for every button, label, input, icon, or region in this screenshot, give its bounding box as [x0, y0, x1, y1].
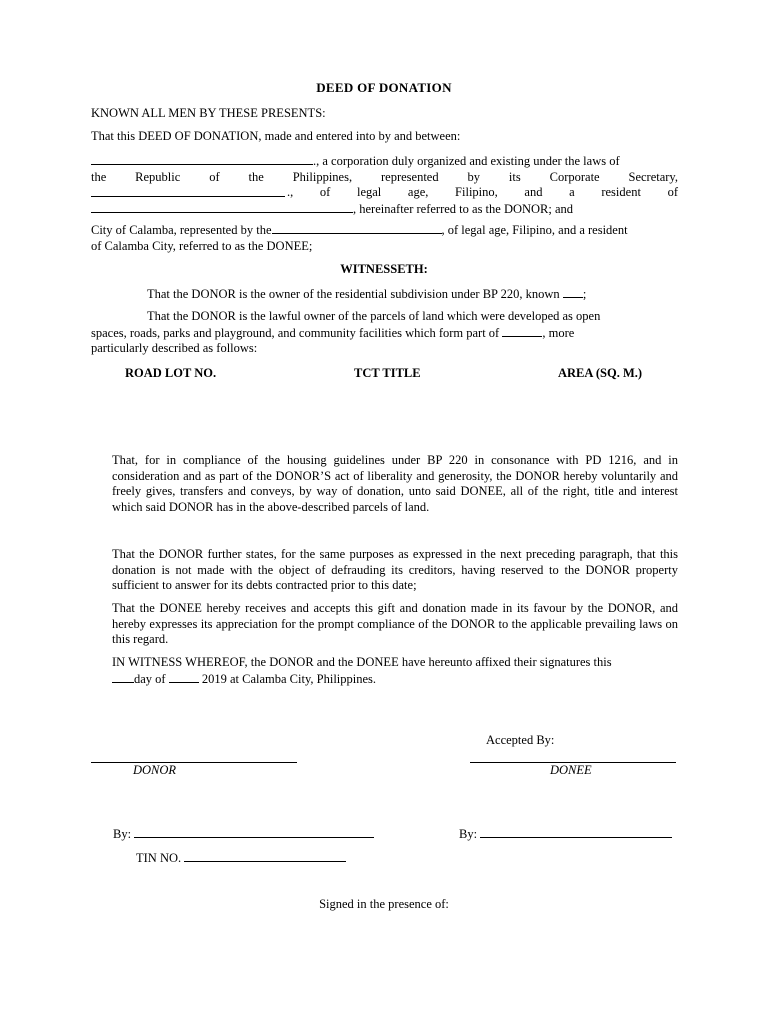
paragraph-in-witness — [112, 655, 678, 687]
blank-donor-address — [91, 201, 353, 213]
signed-presence: Signed in the presence of: — [319, 897, 449, 911]
in-witness-tail: 2019 at Calamba City, Philippines. — [201, 671, 377, 686]
donor-line-3 — [91, 185, 678, 201]
in-witness-day-word: day of — [134, 671, 166, 686]
paragraph-donee-accepts: That the DONEE hereby receives and accepts this gift and donation made in its favour by the DONOR, and hereby expresses its appreciation for the prompt compliance of the DONOR to the applicable prevailing laws on this regard. — [112, 601, 678, 646]
donee-by-label: By: — [459, 827, 478, 841]
blank-day — [112, 671, 134, 683]
donor-line-1-text: ., a corporation duly organized and existing under the laws of — [313, 154, 620, 168]
donee-party-block — [91, 222, 678, 254]
accepted-by-label: Accepted By: — [486, 733, 555, 747]
donor-by-label: By: — [113, 827, 132, 841]
donor-by-line — [134, 826, 374, 838]
blank-corporate-secretary — [91, 185, 285, 197]
paragraph-compliance: That, for in compliance of the housing guidelines under BP 220 in consonance with PD 1216, and in consideration and as part of the DONOR’S act of liberality and generosity, the DONOR hereby voluntarily and freely gives, transfers and conveys, by way of donation, unto said DONEE, all of the right, title and interest which said DONOR has in the above-described parcels of land. — [112, 453, 678, 514]
header-area: AREA (SQ. M.) — [558, 366, 643, 380]
lawful-owner-line-1: That the DONOR is the lawful owner of the parcels of land which were developed as open — [147, 309, 601, 323]
paragraph-owner-tail: ; — [582, 287, 587, 301]
in-witness-line-2 — [112, 671, 678, 688]
lawful-owner-line-2-head: spaces, roads, parks and playground, and community facilities which form part of — [91, 325, 500, 340]
lawful-owner-line-2 — [91, 325, 678, 342]
donee-by-row — [459, 826, 672, 842]
donor-label: DONOR — [133, 763, 177, 777]
paragraph-further-states: That the DONOR further states, for the same purposes as expressed in the next preceding paragraph, that this donation is not made with the object of defrauding its creditors, having reserved to the DONOR property sufficient to answer for its debts contracted prior to this date; — [112, 547, 678, 592]
header-tct-title: TCT TITLE — [354, 366, 421, 380]
donor-line-1 — [91, 153, 678, 170]
intro-paragraph: That this DEED OF DONATION, made and entered into by and between: — [91, 129, 461, 143]
tin-label: TIN NO. — [136, 851, 182, 865]
donor-signature-line — [91, 762, 297, 763]
document-title: DEED OF DONATION — [316, 80, 452, 95]
donee-line-1 — [91, 222, 678, 239]
paragraph-owner — [91, 286, 678, 303]
donor-line-4 — [91, 201, 678, 218]
tin-row — [136, 850, 346, 866]
donor-line-3-text: ., of legal age, Filipino, and a resident of — [287, 185, 678, 199]
donee-label: DONEE — [550, 763, 592, 777]
known-all-men: KNOWN ALL MEN BY THESE PRESENTS: — [91, 106, 326, 120]
donee-by-line — [480, 826, 672, 838]
donee-line-2: of Calamba City, referred to as the DONEE; — [91, 238, 313, 253]
blank-corporation-name — [91, 153, 313, 165]
paragraph-owner-text: That the DONOR is the owner of the residential subdivision under BP 220, known — [147, 287, 560, 301]
header-road-lot-no: ROAD LOT NO. — [125, 366, 217, 380]
tin-line — [184, 850, 346, 862]
donor-party-block — [91, 153, 678, 217]
lawful-owner-line-2-tail: , more — [542, 325, 575, 340]
blank-month — [169, 671, 199, 683]
donee-line-1-head: City of Calamba, represented by the — [91, 223, 272, 237]
donor-line-2: the Republic of the Philippines, represented by its Corporate Secretary, — [91, 169, 678, 184]
witnesseth-heading: WITNESSETH: — [340, 262, 428, 276]
blank-donee-representative — [272, 222, 442, 234]
donor-by-row — [113, 826, 374, 842]
lawful-owner-line-3: particularly described as follows: — [91, 341, 258, 355]
donor-line-4-text: , hereinafter referred to as the DONOR; and — [353, 201, 574, 216]
in-witness-line-1: IN WITNESS WHEREOF, the DONOR and the DONEE have hereunto affixed their signatures this — [112, 655, 612, 669]
paragraph-lawful-owner — [91, 309, 678, 357]
donee-line-1-tail: , of legal age, Filipino, and a resident — [441, 223, 628, 237]
blank-subdivision-name — [563, 286, 583, 298]
blank-subdivision-part — [502, 325, 542, 337]
